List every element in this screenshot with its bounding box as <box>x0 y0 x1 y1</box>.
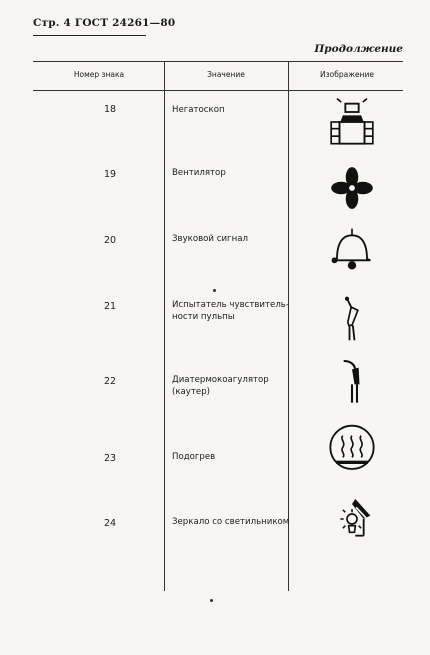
row-meaning: Зеркало со светильником <box>172 517 290 527</box>
row-number: 20 <box>103 235 117 246</box>
mirror-with-lamp-icon <box>322 494 382 544</box>
bell-icon <box>322 227 382 277</box>
row-number: 21 <box>103 301 117 312</box>
row-number: 18 <box>103 104 117 115</box>
scan-speck <box>213 289 216 292</box>
scan-speck <box>210 599 213 602</box>
row-meaning: Диатермокоагулятор (каутер) <box>172 375 269 397</box>
table-header-rule <box>33 90 403 91</box>
header-underline <box>33 35 146 36</box>
column-divider-2 <box>288 61 289 591</box>
fan-icon <box>322 163 382 213</box>
negatoscope-icon <box>322 97 382 147</box>
continuation-label: Продолжение <box>314 43 403 55</box>
row-number: 24 <box>103 518 117 529</box>
column-divider-1 <box>164 61 165 591</box>
row-meaning: Вентилятор <box>172 168 226 178</box>
row-number: 23 <box>103 453 117 464</box>
row-meaning: Звуковой сигнал <box>172 234 248 244</box>
column-header-number: Номер знака <box>73 70 125 79</box>
page-header: Стр. 4 ГОСТ 24261—80 <box>33 17 176 29</box>
row-number: 22 <box>103 376 117 387</box>
row-number: 19 <box>103 169 117 180</box>
table-top-rule <box>33 61 403 62</box>
column-header-meaning: Значение <box>207 70 245 79</box>
pulp-tester-icon <box>322 292 382 342</box>
row-meaning: Негатоскоп <box>172 105 225 115</box>
column-header-image: Изображение <box>320 70 374 79</box>
cauter-icon <box>322 356 382 406</box>
row-meaning: Подогрев <box>172 452 216 462</box>
row-meaning: Испытатель чувствитель- ности пульпы <box>172 300 289 322</box>
heating-icon <box>322 424 382 474</box>
